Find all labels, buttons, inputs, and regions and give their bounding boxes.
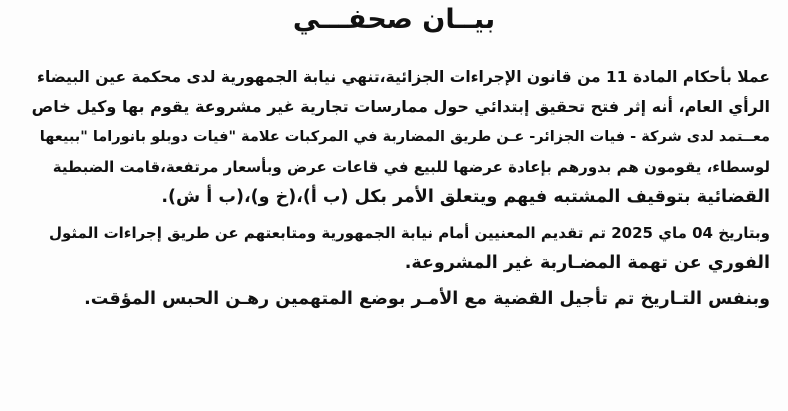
paragraph-line: معــتمد لدى شركة - فيات الجزائر- عـن طريق المضاربة في المركبات علامة "فيات دوبلو بانوراما "ببيعها xyxy=(39,129,770,145)
paragraph-line: القضائية بتوقيف المشتبه فيهم ويتعلق الأمر بكل (ب أ)،(خ و)،(ب أ ش). xyxy=(161,187,770,207)
document-title: بيــان صحفـــي xyxy=(292,4,496,35)
paragraph-line: لوسطاء، يقومون هم بدورهم بإعادة عرضها للبيع في قاعات عرض وبأسعار مرتفعة،قامت الضبطية xyxy=(52,158,770,176)
paragraph-line: وبنفس التـاريخ تم تأجيل القضية مع الأمـر بوضع المتهمين رهـن الحبس المؤقت. xyxy=(84,289,770,309)
paragraph-line: وبتاريخ 04 ماي 2025 تم تقديم المعنيين أمام نيابة الجمهورية ومتابعتهم عن طريق إجراءات المثول xyxy=(48,224,770,242)
paragraph-line: الرأي العام، أنه إثر فتح تحقيق إبتدائي حول ممارسات تجارية غير مشروعة يقوم بها وكيل خاص xyxy=(31,97,770,116)
paragraph-line: الفوري عن تهمة المضـاربة غير المشروعة. xyxy=(404,253,770,273)
document-body xyxy=(30,62,770,314)
paragraph-line: عملا بأحكام المادة 11 من قانون الإجراءات الجزائية،تنهي نيابة الجمهورية لدى محكمة عين البيضاء xyxy=(37,68,770,86)
